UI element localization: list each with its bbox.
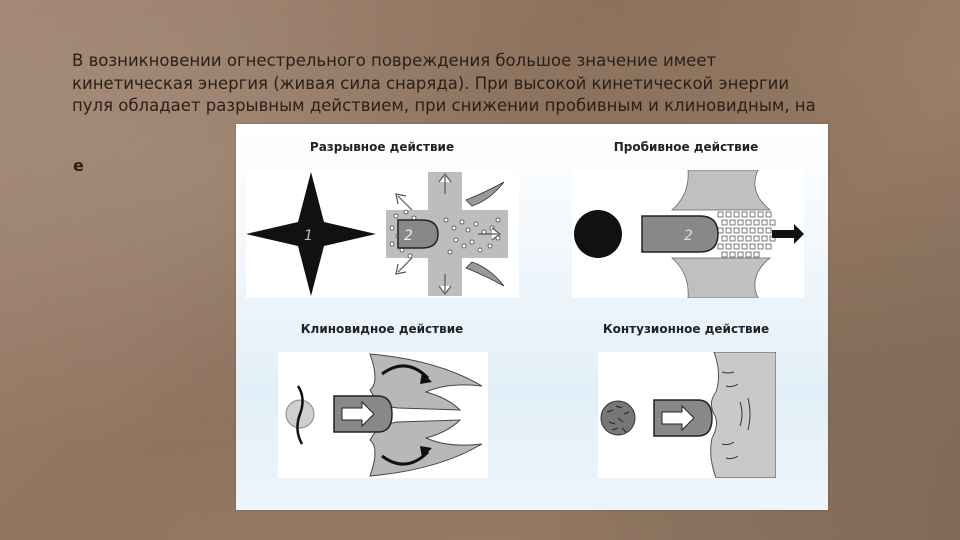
slide-paragraph: В возникновении огнестрельного повреждения большое значение имеет кинетическая энергия (живая сила снаряда). При высокой кинетической энергии пуля обладает разрывным действием, при снижении пробивным и клиновидным, на [72,51,816,115]
mark-1: 1 [304,228,313,244]
direction-arrow [772,224,804,244]
mark-2: 2 [404,228,413,244]
panel-contusion [598,352,776,478]
panel-penetrating [572,170,804,298]
round-hole-shape [574,210,622,258]
panel-explosive [246,170,519,298]
mark-2b: 2 [684,228,693,244]
panel-title-wedge: Клиновидное действие [300,322,464,336]
panel-title-explosive: Разрывное действие [309,140,455,154]
panel-title-contusion: Контузионное действие [602,322,770,336]
panel-title-penetrating: Пробивное действие [613,140,759,154]
slide-paragraph-tail: е [73,156,84,175]
panel-wedge [278,352,488,478]
wound-action-figure [236,124,828,510]
bullet-shape [642,216,718,252]
